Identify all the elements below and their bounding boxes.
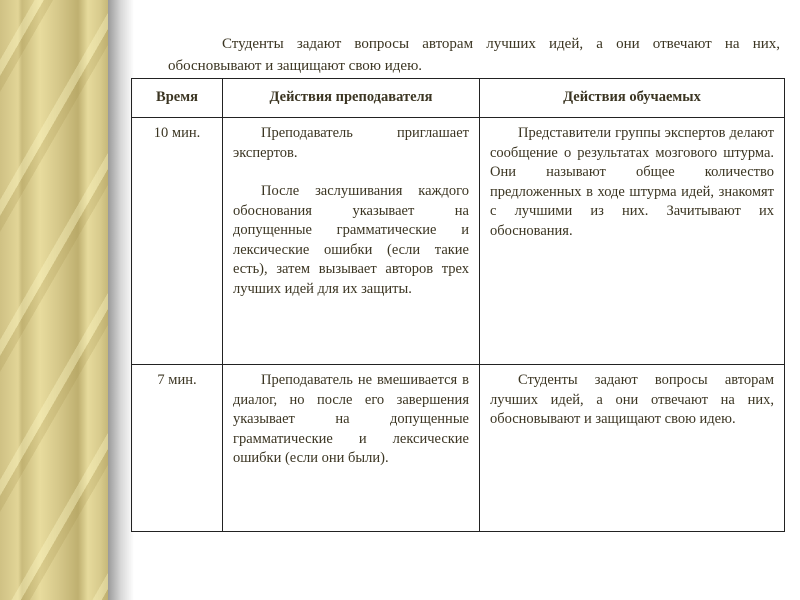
table-row (132, 365, 785, 532)
decorative-column-border (0, 0, 108, 600)
students-text: Представители группы экспертов делают сообщение о результатах мозгового штурма. Они называют общее количество предложенных в ходе штурма идей, знакомят с лучшими из них. Зачитывают их обоснования. (490, 125, 774, 239)
time-cell: 10 мин. (132, 118, 223, 365)
teacher-text: Преподаватель не вмешивается в диалог, но после его завершения указывает на допущенные грамматические и лексические ошибки (если они были). (233, 372, 469, 466)
teacher-text: После заслушивания каждого обоснования указывает на допущенные грамматические и лексические ошибки (если такие есть), затем вызывает авторов трех лучших идей для их защиты. (233, 183, 469, 297)
students-cell (480, 118, 785, 365)
teacher-cell (223, 365, 480, 532)
table-row (132, 118, 785, 365)
students-text: Студенты задают вопросы авторам лучших идей, а они отвечают на них, обосновывают и защищают свою идею. (490, 372, 774, 427)
students-cell (480, 365, 785, 532)
header-student-actions: Действия обучаемых (480, 79, 785, 118)
teacher-cell (223, 118, 480, 365)
table-header-row (132, 79, 785, 118)
header-time: Время (132, 79, 223, 118)
header-teacher-actions: Действия преподавателя (223, 79, 480, 118)
lesson-plan-table (131, 78, 785, 532)
intro-text: Студенты задают вопросы авторам лучших идей, а они отвечают на них, обосновывают и защищают свою идею. (168, 36, 780, 74)
teacher-text: Преподаватель приглашает экспертов. (233, 125, 469, 161)
time-cell: 7 мин. (132, 365, 223, 532)
